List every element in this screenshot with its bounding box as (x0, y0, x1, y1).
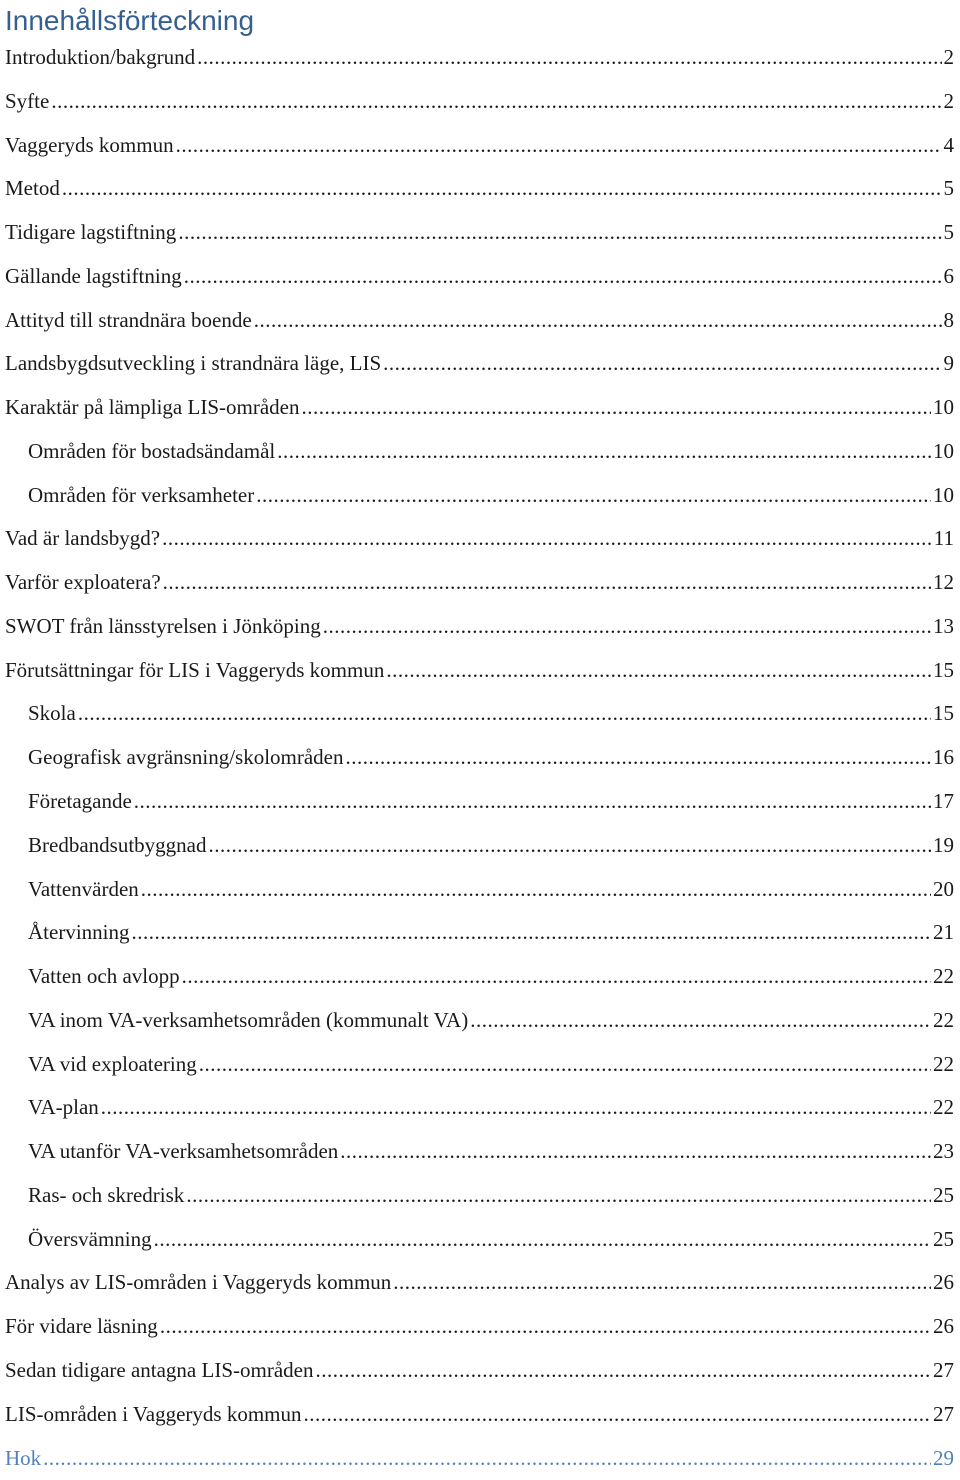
toc-entry-page-number: 22 (933, 1086, 954, 1130)
toc-entry-title: Områden för verksamheter (28, 474, 254, 518)
toc-entry[interactable] (0, 1174, 960, 1218)
toc-entry-page-number: 11 (934, 517, 954, 561)
dot-leader (163, 561, 931, 605)
toc-entry-page-number: 10 (933, 474, 954, 518)
toc-entry[interactable] (0, 1043, 960, 1087)
dot-leader (277, 430, 931, 474)
dot-leader (178, 211, 941, 255)
dot-leader (160, 1305, 931, 1349)
toc-entry[interactable] (0, 1349, 960, 1393)
toc-entry-page-number: 2 (944, 36, 955, 80)
toc-entry[interactable] (0, 517, 960, 561)
toc-entry[interactable] (0, 1437, 960, 1480)
toc-entry[interactable] (0, 911, 960, 955)
toc-entry-title: VA-plan (28, 1086, 99, 1130)
toc-entry-title: Sedan tidigare antagna LIS-områden (5, 1349, 313, 1393)
dot-leader (197, 36, 941, 80)
dot-leader (301, 386, 931, 430)
toc-entry-title: Företagande (28, 780, 132, 824)
dot-leader (256, 474, 931, 518)
toc-entry[interactable] (0, 386, 960, 430)
toc-entry-page-number: 22 (933, 1043, 954, 1087)
toc-list (0, 36, 960, 1480)
dot-leader (208, 824, 931, 868)
toc-entry[interactable] (0, 561, 960, 605)
toc-entry-page-number: 15 (933, 649, 954, 693)
toc-entry[interactable] (0, 605, 960, 649)
toc-entry[interactable] (0, 342, 960, 386)
toc-entry-title: Syfte (5, 80, 49, 124)
toc-entry-title: Områden för bostadsändamål (28, 430, 275, 474)
toc-entry-page-number: 17 (933, 780, 954, 824)
toc-entry[interactable] (0, 649, 960, 693)
toc-entry-page-number: 15 (933, 692, 954, 736)
toc-entry-title: Vatten och avlopp (28, 955, 180, 999)
toc-entry-title: Vaggeryds kommun (5, 124, 174, 168)
toc-entry[interactable] (0, 124, 960, 168)
toc-entry[interactable] (0, 36, 960, 80)
toc-entry[interactable] (0, 167, 960, 211)
toc-entry-page-number: 4 (944, 124, 955, 168)
toc-entry[interactable] (0, 1393, 960, 1437)
toc-entry-page-number: 22 (933, 955, 954, 999)
toc-entry-title: Hok (5, 1437, 41, 1480)
dot-leader (62, 167, 942, 211)
toc-entry[interactable] (0, 999, 960, 1043)
toc-entry-page-number: 23 (933, 1130, 954, 1174)
toc-entry[interactable] (0, 255, 960, 299)
toc-entry[interactable] (0, 692, 960, 736)
dot-leader (346, 736, 931, 780)
toc-entry[interactable] (0, 299, 960, 343)
toc-entry-page-number: 8 (944, 299, 955, 343)
toc-entry-page-number: 10 (933, 430, 954, 474)
toc-entry-title: Metod (5, 167, 60, 211)
toc-entry[interactable] (0, 868, 960, 912)
dot-leader (315, 1349, 931, 1393)
toc-entry-title: Introduktion/bakgrund (5, 36, 195, 80)
toc-entry-title: Gällande lagstiftning (5, 255, 182, 299)
toc-entry-page-number: 16 (933, 736, 954, 780)
dot-leader (323, 605, 931, 649)
toc-entry-title: För vidare läsning (5, 1305, 158, 1349)
dot-leader (134, 780, 931, 824)
dot-leader (154, 1218, 931, 1262)
dot-leader (186, 1174, 931, 1218)
toc-entry-title: VA utanför VA-verksamhetsområden (28, 1130, 338, 1174)
toc-entry-page-number: 25 (933, 1218, 954, 1262)
dot-leader (470, 999, 931, 1043)
dot-leader (254, 299, 942, 343)
toc-entry-page-number: 5 (944, 211, 955, 255)
toc-entry-page-number: 13 (933, 605, 954, 649)
toc-entry-title: Skola (28, 692, 76, 736)
toc-entry-page-number: 29 (933, 1437, 954, 1480)
toc-entry[interactable] (0, 1130, 960, 1174)
dot-leader (383, 342, 941, 386)
toc-entry-page-number: 9 (944, 342, 955, 386)
toc-entry-title: Vattenvärden (28, 868, 139, 912)
toc-entry-page-number: 26 (933, 1261, 954, 1305)
toc-entry-title: Tidigare lagstiftning (5, 211, 176, 255)
dot-leader (303, 1393, 931, 1437)
toc-heading: Innehållsförteckning (5, 2, 254, 40)
toc-entry-title: Analys av LIS-områden i Vaggeryds kommun (5, 1261, 391, 1305)
toc-entry-page-number: 21 (933, 911, 954, 955)
toc-entry[interactable] (0, 955, 960, 999)
toc-entry[interactable] (0, 780, 960, 824)
toc-entry-page-number: 25 (933, 1174, 954, 1218)
dot-leader (43, 1437, 931, 1480)
dot-leader (386, 649, 931, 693)
dot-leader (162, 517, 932, 561)
dot-leader (340, 1130, 931, 1174)
toc-entry[interactable] (0, 430, 960, 474)
toc-entry-title: Återvinning (28, 911, 129, 955)
toc-entry-title: Landsbygdsutveckling i strandnära läge, LIS (5, 342, 381, 386)
toc-entry[interactable] (0, 1261, 960, 1305)
toc-entry-title: VA inom VA-verksamhetsområden (kommunalt VA) (28, 999, 468, 1043)
toc-entry-title: Bredbandsutbyggnad (28, 824, 206, 868)
toc-entry[interactable] (0, 1218, 960, 1262)
toc-entry-title: Förutsättningar för LIS i Vaggeryds kommun (5, 649, 384, 693)
toc-entry-title: Översvämning (28, 1218, 152, 1262)
toc-entry-page-number: 6 (944, 255, 955, 299)
toc-entry-title: LIS-områden i Vaggeryds kommun (5, 1393, 301, 1437)
dot-leader (393, 1261, 931, 1305)
toc-entry[interactable] (0, 80, 960, 124)
dot-leader (199, 1043, 931, 1087)
toc-entry-title: Varför exploatera? (5, 561, 161, 605)
toc-entry-page-number: 10 (933, 386, 954, 430)
toc-entry-page-number: 2 (944, 80, 955, 124)
dot-leader (182, 955, 931, 999)
dot-leader (176, 124, 942, 168)
toc-entry-title: Geografisk avgränsning/skolområden (28, 736, 344, 780)
toc-entry-page-number: 12 (933, 561, 954, 605)
toc-entry-page-number: 26 (933, 1305, 954, 1349)
toc-entry[interactable] (0, 474, 960, 518)
toc-entry-title: Attityd till strandnära boende (5, 299, 252, 343)
toc-entry-page-number: 19 (933, 824, 954, 868)
dot-leader (101, 1086, 931, 1130)
toc-entry[interactable] (0, 736, 960, 780)
toc-entry-title: VA vid exploatering (28, 1043, 197, 1087)
toc-entry[interactable] (0, 1305, 960, 1349)
toc-entry-page-number: 27 (933, 1349, 954, 1393)
toc-entry-title: Vad är landsbygd? (5, 517, 160, 561)
toc-entry[interactable] (0, 824, 960, 868)
toc-entry[interactable] (0, 1086, 960, 1130)
toc-entry-page-number: 5 (944, 167, 955, 211)
toc-entry-page-number: 27 (933, 1393, 954, 1437)
toc-entry-title: Karaktär på lämpliga LIS-områden (5, 386, 299, 430)
toc-entry-page-number: 20 (933, 868, 954, 912)
toc-entry-page-number: 22 (933, 999, 954, 1043)
dot-leader (141, 868, 931, 912)
dot-leader (51, 80, 941, 124)
toc-entry-title: Ras- och skredrisk (28, 1174, 184, 1218)
toc-entry[interactable] (0, 211, 960, 255)
toc-entry-title: SWOT från länsstyrelsen i Jönköping (5, 605, 321, 649)
dot-leader (184, 255, 942, 299)
dot-leader (78, 692, 931, 736)
dot-leader (131, 911, 931, 955)
